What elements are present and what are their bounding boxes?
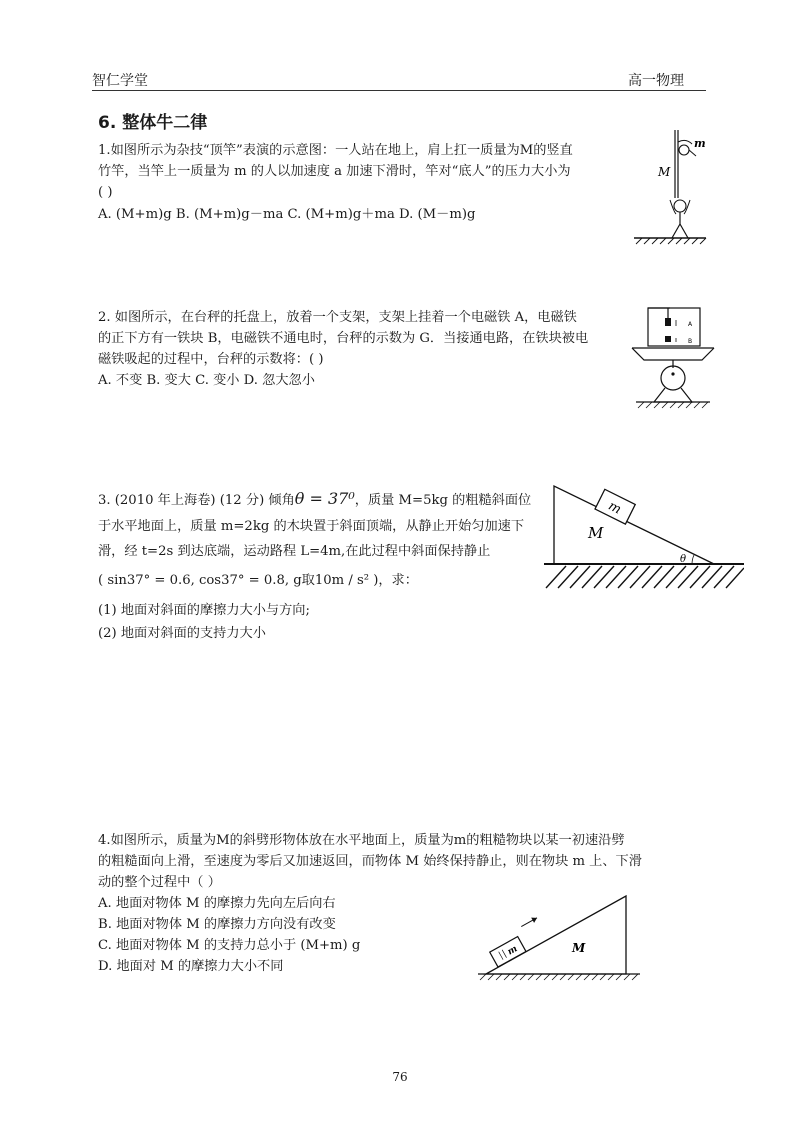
q1-line: ( ) [98, 185, 113, 200]
label-M: M [572, 941, 586, 955]
label-A: A [688, 321, 693, 328]
q4-line: 动的整个过程中（ ） [98, 875, 221, 890]
q4-line: 的粗糙面向上滑，至速度为零后又加速返回，而物体 M 始终保持静止，则在物块 m 上、下滑 [98, 854, 642, 869]
q3-line: 滑，经 t=2s 到达底端，运动路程 L=4m,在此过程中斜面保持静止 [98, 544, 491, 559]
wedge-block-figure [476, 894, 642, 986]
q1-line: 竹竿，当竿上一质量为 m 的人以加速度 a 加速下滑时，竿对“底人”的压力大小为 [98, 164, 571, 179]
q2-line: 磁铁吸起的过程中，台秤的示数将：( ) [98, 352, 324, 367]
q3-line1-rest: ，质量 M=5kg 的粗糙斜面位 [354, 493, 532, 508]
q4-line: 4.如图所示，质量为M的斜劈形物体放在水平地面上，质量为m的粗糙物块以某一初速沿劈 [98, 833, 625, 848]
q3-given-values: ( sin37° = 0.6, cos37° = 0.8, g取10m / s² )，求： [98, 573, 418, 588]
section-title: 6. 整体牛二律 [98, 113, 208, 133]
q4-option-c: C. 地面对物体 M 的支持力总小于 (M+m) g [98, 938, 361, 953]
label-M: M [588, 524, 604, 542]
q4-option-b: B. 地面对物体 M 的摩擦力方向没有改变 [98, 917, 336, 932]
scale-electromagnet-figure [630, 298, 716, 416]
q2-options: A. 不变 B. 变大 C. 变小 D. 忽大忽小 [98, 373, 315, 388]
incline-block-figure [544, 478, 744, 598]
q3-line1-start: 3. (2010 年上海卷) (12 分) 倾角 [98, 493, 295, 508]
q4-option-d: D. 地面对 M 的摩擦力大小不同 [98, 959, 284, 974]
label-m: m [605, 498, 624, 518]
q3-subquestion-1: (1) 地面对斜面的摩擦力大小与方向; [98, 603, 310, 618]
q1-options: A. (M+m)g B. (M+m)g－ma C. (M+m)g＋ma D. (M－m)g [98, 207, 476, 222]
label-theta: θ [680, 554, 687, 565]
label-m: m [694, 137, 706, 150]
label-M: M [658, 165, 671, 179]
q1-line: 1.如图所示为杂技“顶竿”表演的示意图：一人站在地上，肩上扛一质量为M的竖直 [98, 143, 573, 158]
q3-line [98, 490, 531, 510]
q3-line: 于水平地面上，质量 m=2kg 的木块置于斜面顶端，从静止开始匀加速下 [98, 519, 525, 534]
q2-line: 的正下方有一铁块 B，电磁铁不通电时，台秤的示数为 G．当接通电路，在铁块被电 [98, 331, 589, 346]
page-number: 76 [392, 1070, 408, 1084]
label-B: B [688, 338, 693, 345]
q3-subquestion-2: (2) 地面对斜面的支持力大小 [98, 626, 266, 641]
label-m: m [506, 944, 520, 958]
pole-act-figure [630, 126, 710, 248]
q4-option-a: A. 地面对物体 M 的摩擦力先向左后向右 [98, 896, 336, 911]
header-right: 高一物理 [628, 73, 684, 89]
q2-line: 2. 如图所示，在台秤的托盘上，放着一个支架，支架上挂着一个电磁铁 A，电磁铁 [98, 310, 577, 325]
q3-theta-expression: θ = 37⁰ [294, 489, 355, 508]
header-rule [92, 90, 706, 91]
header-left: 智仁学堂 [92, 73, 148, 89]
